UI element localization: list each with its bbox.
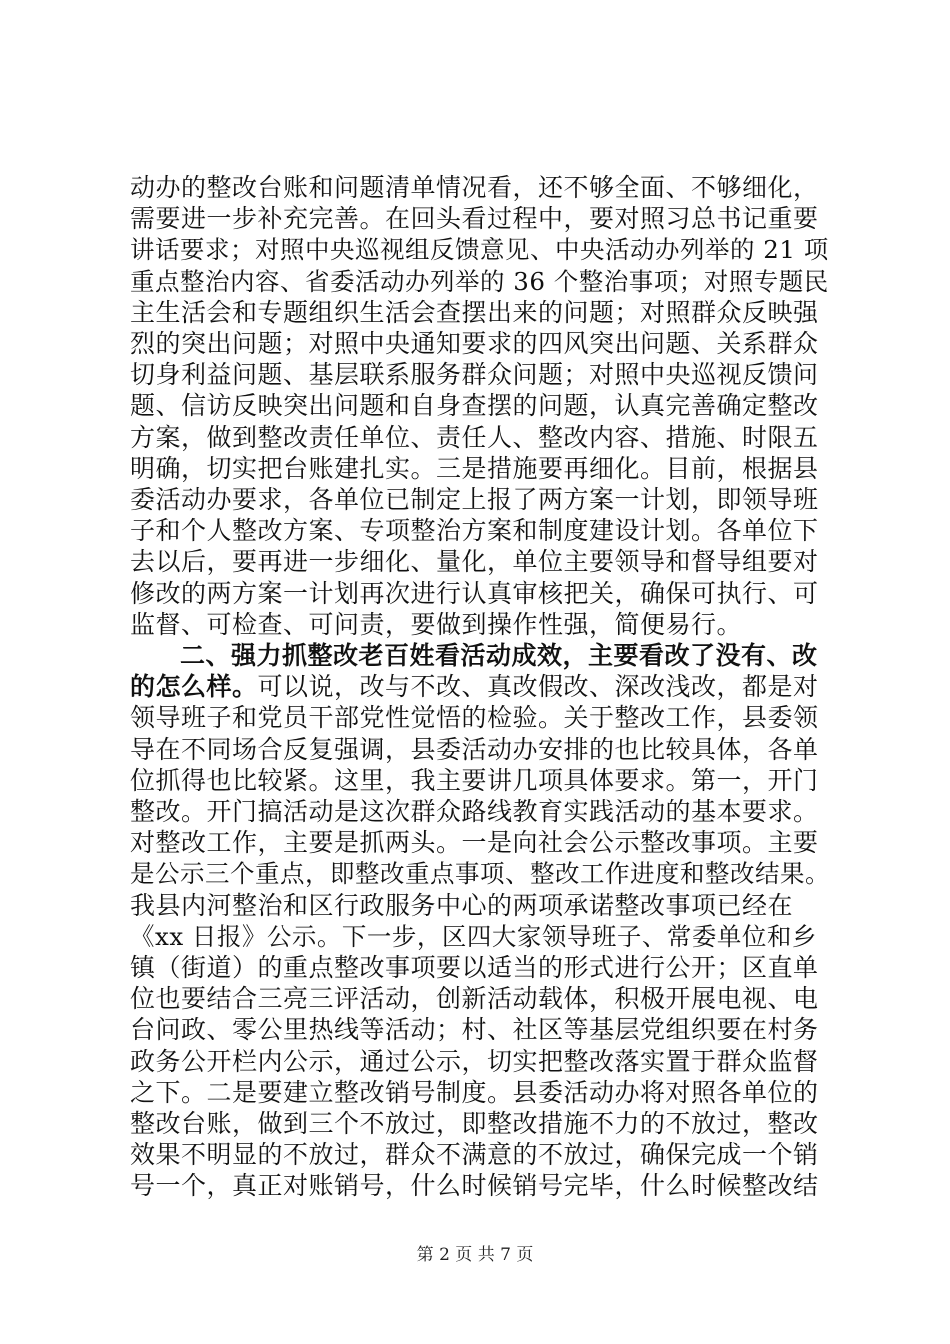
body-line-22: 我县内河整治和区行政服务中心的两项承诺整改事项已经在 [130, 890, 794, 920]
body-line-13: 去以后，要再进一步细化、量化，单位主要领导和督导组要对 [130, 547, 819, 577]
body-line-19: 整改。开门搞活动是这次群众路线教育实践活动的基本要求。 [130, 797, 819, 826]
body-line-10: 明确，切实把台账建扎实。三是措施要再细化。目前，根据县 [130, 453, 819, 483]
body-line-24: 镇（街道）的重点整改事项要以适当的形式进行公开；区直单 [130, 953, 819, 982]
body-line-23: 《xx 日报》公示。下一步，区四大家领导班子、常委单位和乡 [130, 921, 817, 951]
body-line-17: 导在不同场合反复强调，县委活动办安排的也比较具体，各单 [130, 734, 819, 764]
body-line-5: 主生活会和专题组织生活会查摆出来的问题；对照群众反映强 [130, 297, 819, 327]
body-line-14: 修改的两方案一计划再次进行认真审核把关，确保可执行、可 [130, 578, 819, 608]
section-heading-continuation [130, 671, 830, 702]
body-line-28: 之下。二是要建立整改销号制度。县委活动办将对照各单位的 [130, 1077, 819, 1107]
body-line-7: 切身利益问题、基层联系服务群众问题；对照中央巡视反馈问 [130, 360, 819, 390]
body-line-30: 效果不明显的不放过，群众不满意的不放过，确保完成一个销 [130, 1140, 819, 1170]
body-line-16: 领导班子和党员干部党性觉悟的检验。关于整改工作，县委领 [130, 703, 819, 733]
section-body-start: 可以说，改与不改、真改假改、深改浅改，都是对 [257, 672, 819, 702]
body-line-26: 台问政、零公里热线等活动；村、社区等基层党组织要在村务 [130, 1015, 819, 1045]
body-line-21: 是公示三个重点，即整改重点事项、整改工作进度和整改结果。 [130, 859, 830, 889]
body-line-9: 方案，做到整改责任单位、责任人、整改内容、措施、时限五 [130, 422, 819, 452]
body-line-4: 重点整治内容、省委活动办列举的 36 个整治事项；对照专题民 [130, 266, 829, 296]
body-line-1: 动办的整改台账和问题清单情况看，还不够全面、不够细化， [130, 173, 819, 202]
body-line-6: 烈的突出问题；对照中央通知要求的四风突出问题、关系群众 [130, 329, 819, 358]
section-heading-end: 的怎么样。 [130, 672, 258, 702]
body-line-12: 子和个人整改方案、专项整治方案和制度建设计划。各单位下 [130, 516, 819, 546]
body-line-20: 对整改工作，主要是抓两头。一是向社会公示整改事项。主要 [130, 828, 819, 858]
body-line-31: 号一个，真正对账销号，什么时候销号完毕，什么时候整改结 [130, 1171, 819, 1201]
body-line-29: 整改台账，做到三个不放过，即整改措施不力的不放过，整改 [130, 1109, 819, 1138]
body-line-3: 讲话要求；对照中央巡视组反馈意见、中央活动办列举的 21 项 [130, 235, 829, 265]
body-line-27: 政务公开栏内公示，通过公示，切实把整改落实置于群众监督 [130, 1046, 819, 1076]
page-number-footer: 第 2 页 共 7 页 [416, 1245, 534, 1265]
body-line-25: 位也要结合三亮三评活动，创新活动载体，积极开展电视、电 [130, 984, 819, 1014]
body-line-18: 位抓得也比较紧。这里，我主要讲几项具体要求。第一，开门 [130, 765, 819, 795]
body-line-8: 题、信访反映突出问题和自身查摆的问题，认真完善确定整改 [130, 391, 819, 421]
body-line-2: 需要进一步补充完善。在回头看过程中，要对照习总书记重要 [130, 204, 819, 234]
body-line-11: 委活动办要求，各单位已制定上报了两方案一计划，即领导班 [130, 485, 819, 514]
body-line-15: 监督、可检查、可问责，要做到操作性强，简便易行。 [130, 609, 743, 639]
section-heading: 二、强力抓整改老百姓看活动成效，主要看改了没有、改 [180, 641, 818, 670]
